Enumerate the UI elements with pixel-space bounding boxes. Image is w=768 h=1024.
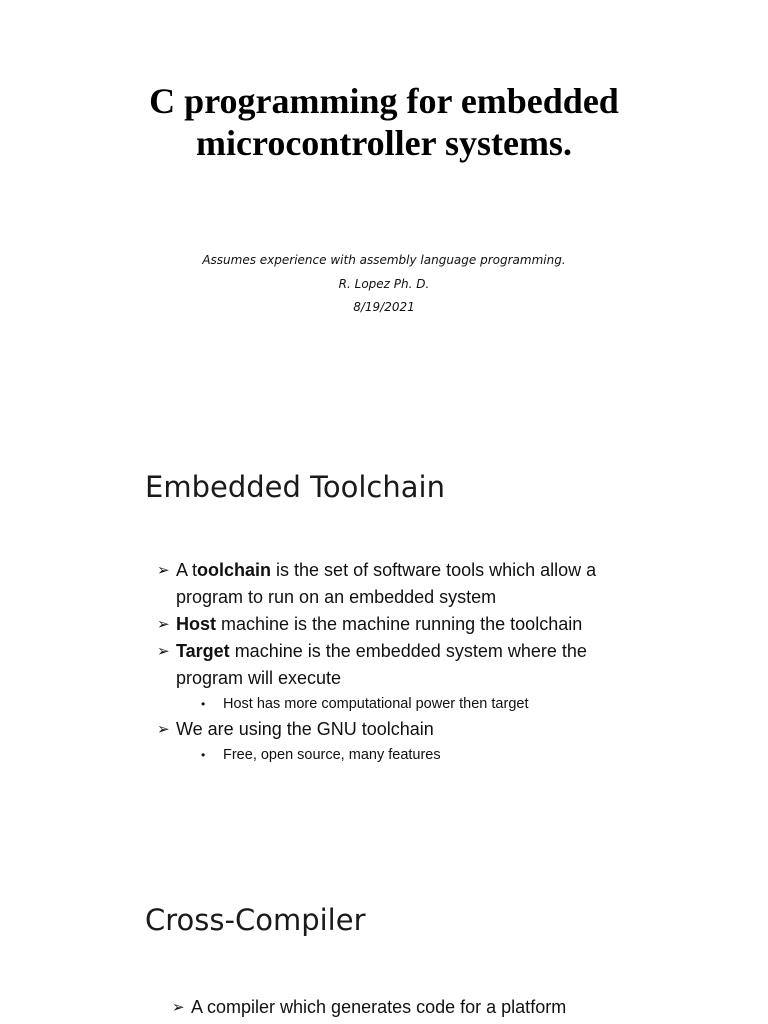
- date: 8/19/2021: [353, 300, 415, 314]
- sub-list-item: [157, 743, 637, 767]
- arrow-bullet-icon: ➢: [157, 616, 170, 633]
- list-item: [157, 716, 637, 743]
- list-item: [157, 638, 637, 692]
- arrow-bullet-icon: ➢: [157, 721, 170, 738]
- slide-heading-embedded-toolchain: Embedded Toolchain: [145, 470, 445, 504]
- bullet-text: We are using the GNU toolchain: [176, 719, 434, 739]
- arrow-bullet-icon: ➢: [157, 562, 170, 579]
- slide-title: [0, 80, 768, 164]
- bullet-bold-term: oolchain: [197, 560, 272, 580]
- list-item: [172, 994, 732, 1021]
- dot-bullet-icon: •: [201, 697, 206, 711]
- bullet-text: is the set of software tools which allow a program to run on an embedded system: [176, 560, 597, 607]
- cross-compiler-bullet-list: [172, 994, 732, 1021]
- title-line-2: microcontroller systems.: [196, 123, 572, 163]
- dot-bullet-icon: •: [201, 748, 206, 762]
- subtitle: Assumes experience with assembly language programming.: [202, 253, 566, 267]
- bullet-text: A t: [176, 560, 198, 580]
- bullet-bold-term: Host: [176, 614, 216, 634]
- bullet-text: machine is the embedded system where the program will execute: [176, 641, 587, 688]
- list-item: [157, 557, 637, 611]
- title-line-1: C programming for embedded: [149, 81, 619, 121]
- toolchain-bullet-list: [157, 557, 637, 767]
- bullet-text: machine is the machine running the toolchain: [216, 614, 583, 634]
- bullet-bold-term: Target: [176, 641, 230, 661]
- arrow-bullet-icon: ➢: [172, 999, 185, 1016]
- bullet-text: A compiler which generates code for a platform: [191, 997, 567, 1017]
- arrow-bullet-icon: ➢: [157, 643, 170, 660]
- list-item: [157, 611, 637, 638]
- author: R. Lopez Ph. D.: [338, 277, 430, 291]
- sub-list-item: [157, 692, 637, 716]
- sub-bullet-text: Host has more computational power then target: [223, 696, 529, 712]
- sub-bullet-text: Free, open source, many features: [223, 747, 441, 763]
- slide-heading-cross-compiler: Cross-Compiler: [145, 903, 366, 937]
